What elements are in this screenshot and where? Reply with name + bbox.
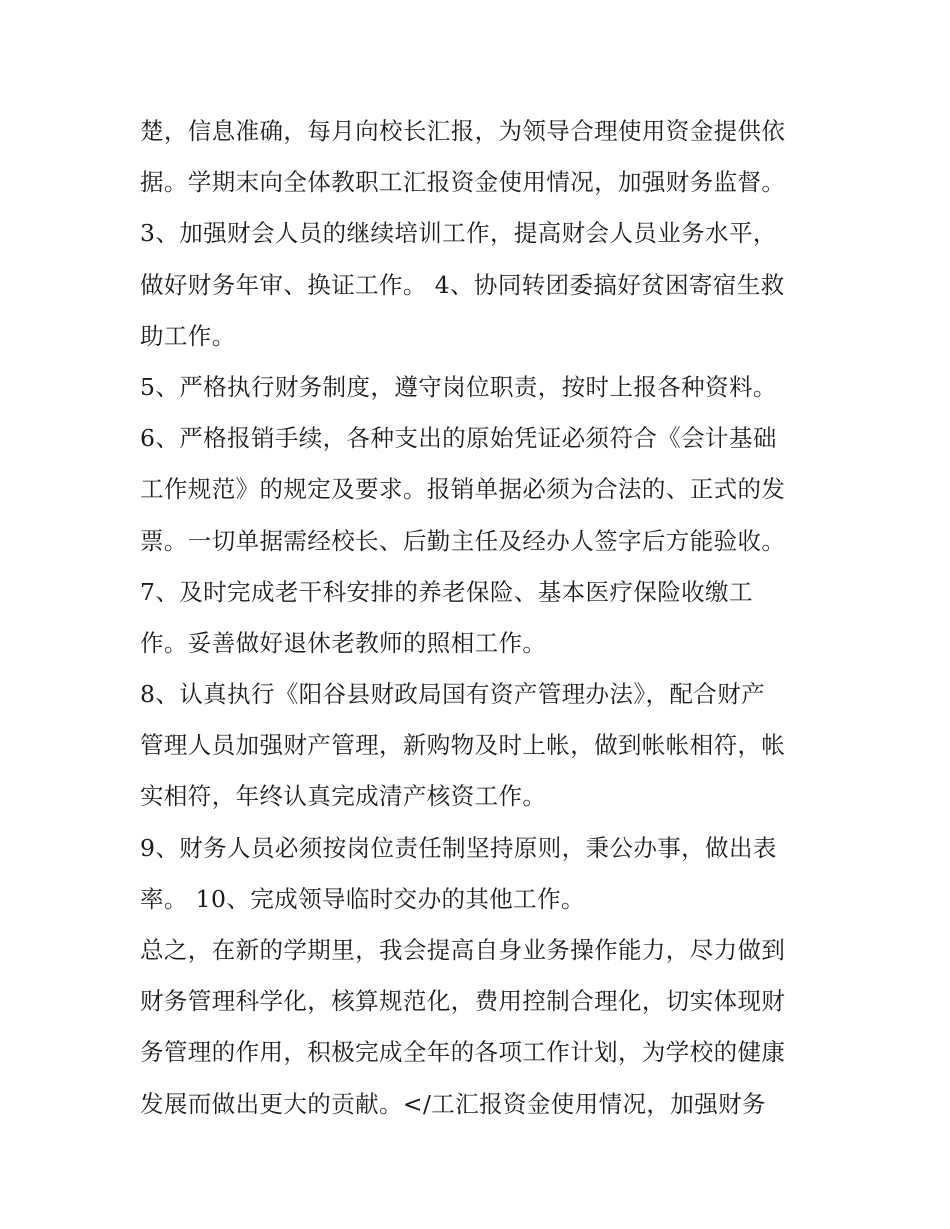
- text-line: 务管理的作用，积极完成全年的各项工作计划，为学校的健康: [140, 1038, 786, 1067]
- text-line: 据。学期末向全体教职工汇报资金使用情况，加强财务监督。: [140, 168, 786, 197]
- text-line: 作。妥善做好退休老教师的照相工作。: [140, 628, 547, 657]
- text-line: 3、加强财会人员的继续培训工作，提高财会人员业务水平，: [140, 219, 777, 248]
- text-line: 总之，在新的学期里，我会提高自身业务操作能力，尽力做到: [140, 936, 786, 964]
- text-line: 楚，信息准确，每月向校长汇报，为领导合理使用资金提供依: [140, 117, 786, 145]
- text-line: 做好财务年审、换证工作。 4、协同转团委搞好贫困寄宿生救: [140, 270, 785, 299]
- text-line: 7、及时完成老干科安排的养老保险、基本医疗保险收缴工: [140, 577, 753, 606]
- text-line: 5、严格执行财务制度，遵守岗位职责，按时上报各种资料。: [140, 372, 777, 401]
- text-line: 助工作。: [140, 321, 236, 350]
- document-body: [140, 106, 820, 1130]
- text-line: 管理人员加强财产管理，新购物及时上帐，做到帐帐相符，帐: [140, 731, 786, 760]
- text-line: 8、认真执行《阳谷县财政局国有资产管理办法》，配合财产: [140, 680, 766, 709]
- text-line: 9、财务人员必须按岗位责任制坚持原则，秉公办事，做出表: [140, 833, 777, 862]
- text-line: 实相符，年终认真完成清产核资工作。: [140, 782, 547, 811]
- text-line: 财务管理科学化，核算规范化，费用控制合理化，切实体现财: [140, 987, 786, 1016]
- text-line: 发展而做出更大的贡献。</工汇报资金使用情况，加强财务: [140, 1089, 766, 1118]
- text-line: 票。一切单据需经校长、后勤主任及经办人签字后方能验收。: [140, 526, 786, 555]
- text-line: 6、严格报销手续，各种支出的原始凭证必须符合《会计基础: [140, 424, 777, 453]
- text-line: 工作规范》的规定及要求。报销单据必须为合法的、正式的发: [140, 475, 786, 504]
- text-line: 率。 10、完成领导临时交办的其他工作。: [140, 884, 585, 913]
